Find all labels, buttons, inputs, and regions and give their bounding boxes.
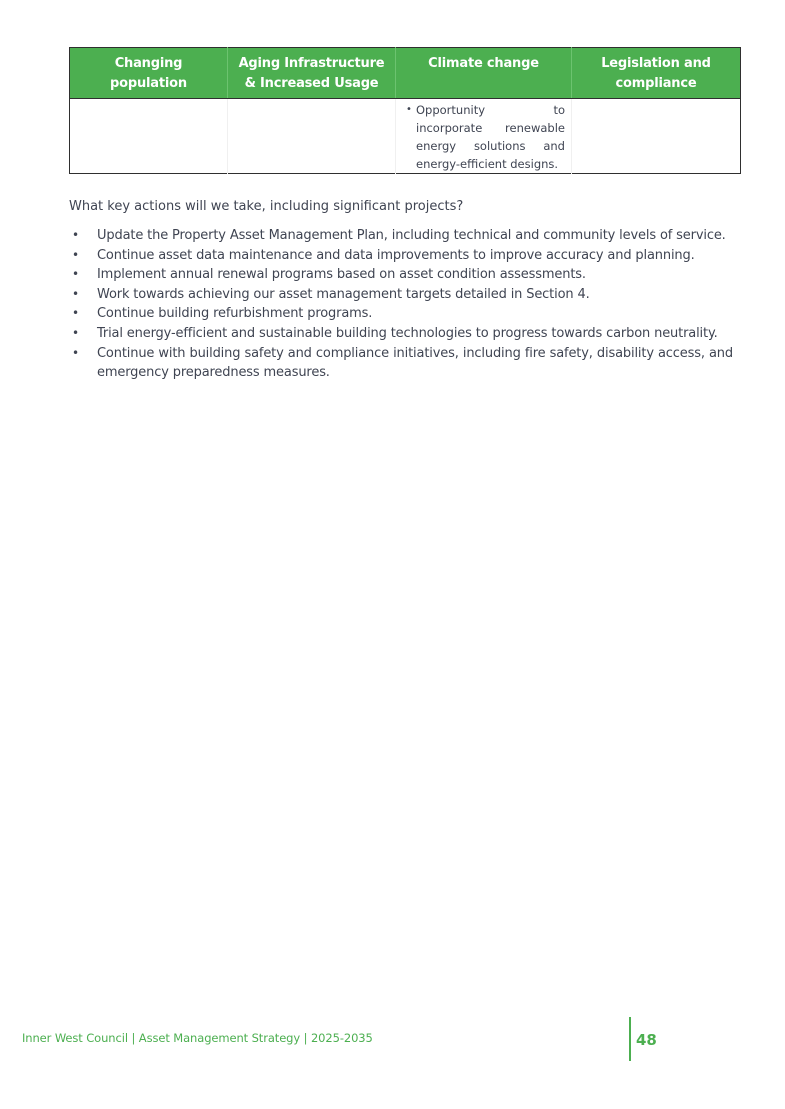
list-item-text: Trial energy-efficient and sustainable building technologies to progress towards carbon neutrality. bbox=[97, 325, 718, 341]
bullet-icon: • bbox=[72, 247, 80, 262]
header-legislation-compliance: Legislation and compliance bbox=[572, 48, 741, 99]
actions-list bbox=[69, 226, 733, 383]
bullet-icon: • bbox=[72, 286, 80, 301]
list-item bbox=[69, 226, 733, 246]
footer-divider bbox=[629, 1017, 631, 1061]
bullet-icon: • bbox=[406, 104, 412, 115]
list-item-text: Work towards achieving our asset management targets detailed in Section 4. bbox=[97, 286, 590, 302]
list-item-text: Continue with building safety and compliance initiatives, including fire safety, disability access, and emergency preparedness measures. bbox=[97, 345, 733, 381]
cell-changing-population bbox=[70, 99, 228, 174]
table-row bbox=[70, 99, 741, 174]
list-item bbox=[69, 324, 733, 344]
header-climate-change: Climate change bbox=[396, 48, 572, 99]
cell-legislation-compliance bbox=[572, 99, 741, 174]
bullet-icon: • bbox=[72, 345, 80, 360]
cell-bullet-item bbox=[402, 101, 565, 173]
cell-climate-change bbox=[396, 99, 572, 174]
section-question: What key actions will we take, including significant projects? bbox=[69, 199, 464, 214]
list-item bbox=[69, 265, 733, 285]
table-header-row bbox=[70, 48, 741, 99]
cell-aging-infrastructure bbox=[228, 99, 396, 174]
bullet-icon: • bbox=[72, 306, 80, 321]
challenges-table bbox=[69, 47, 741, 174]
list-item-text: Continue building refurbishment programs. bbox=[97, 306, 373, 322]
footer-document-title: Inner West Council | Asset Management Strategy | 2025-2035 bbox=[22, 1031, 373, 1045]
cell-bullet-text: Opportunity to incorporate renewable energy solutions and energy-efficient designs. bbox=[416, 103, 565, 171]
bullet-icon: • bbox=[72, 325, 80, 340]
bullet-icon: • bbox=[72, 267, 80, 282]
list-item-text: Continue asset data maintenance and data improvements to improve accuracy and planning. bbox=[97, 247, 695, 263]
header-changing-population: Changing population bbox=[70, 48, 228, 99]
list-item bbox=[69, 304, 733, 324]
list-item-text: Implement annual renewal programs based on asset condition assessments. bbox=[97, 267, 586, 283]
list-item-text: Update the Property Asset Management Plan, including technical and community levels of service. bbox=[97, 228, 726, 243]
list-item bbox=[69, 285, 733, 305]
page-number: 48 bbox=[636, 1031, 657, 1049]
header-aging-infrastructure: Aging Infrastructure & Increased Usage bbox=[228, 48, 396, 99]
bullet-icon: • bbox=[72, 228, 80, 242]
list-item bbox=[69, 246, 733, 266]
list-item bbox=[69, 344, 733, 383]
